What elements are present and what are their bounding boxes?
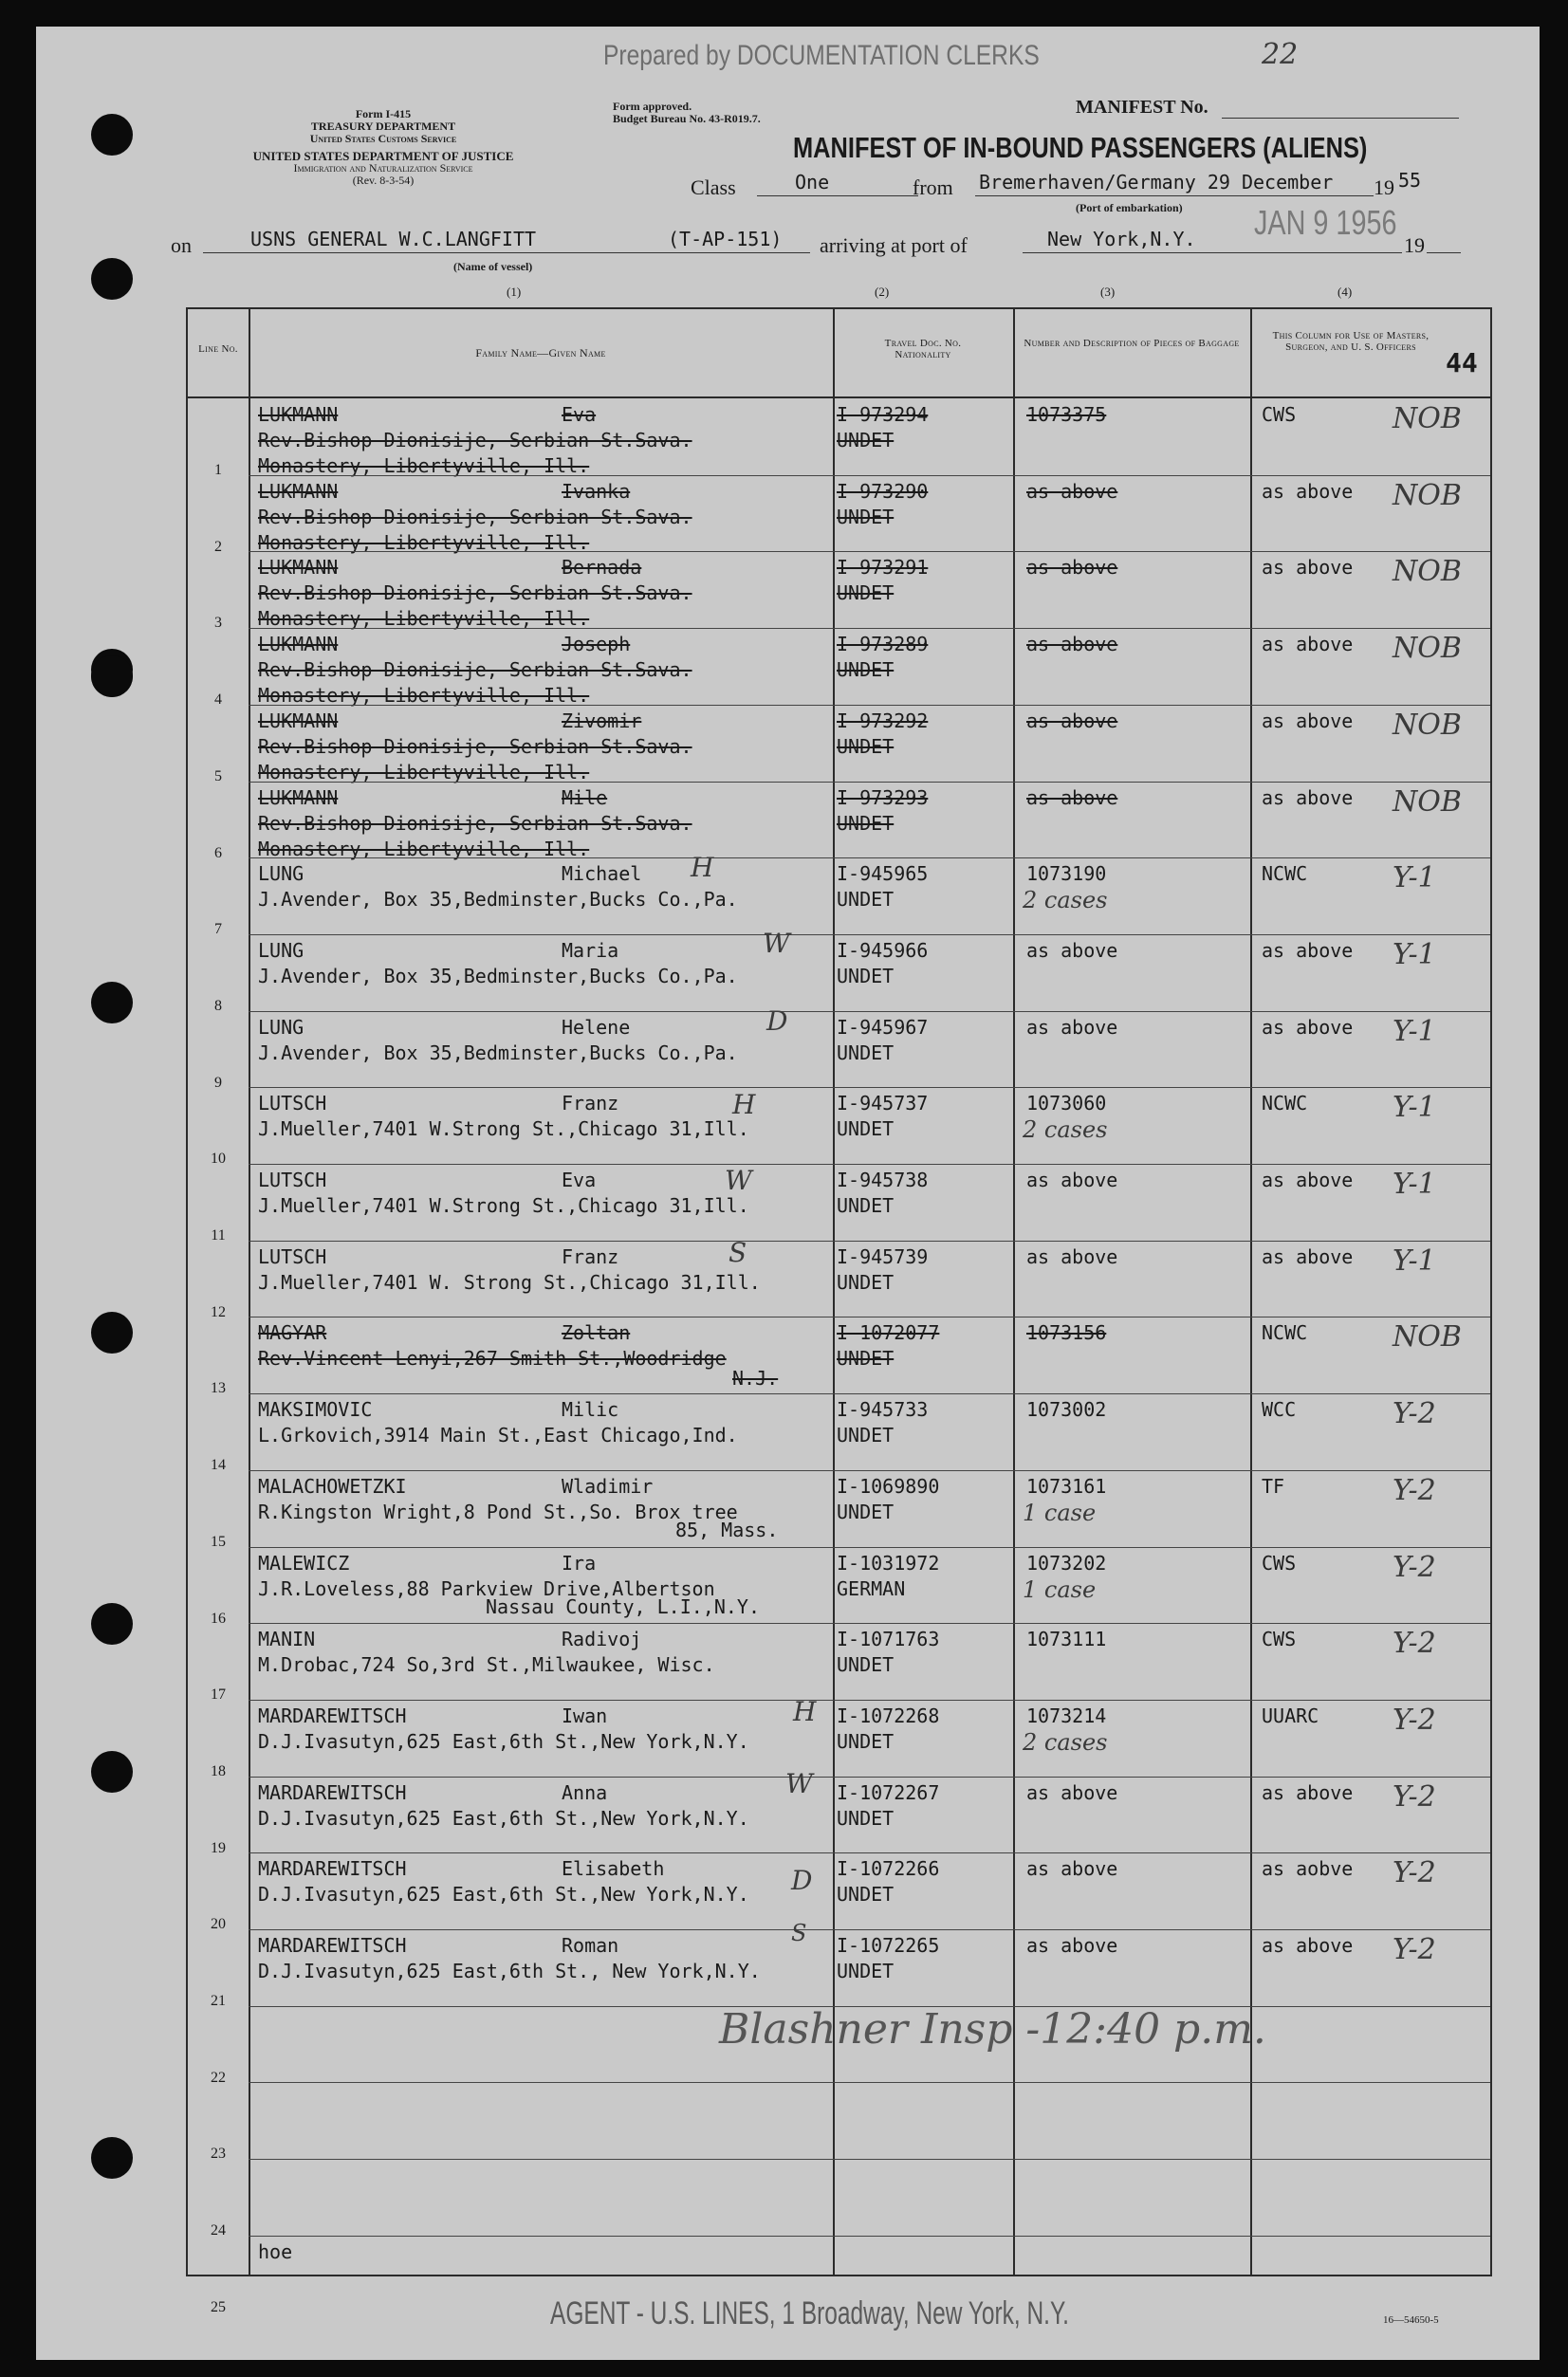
officer-code: as above: [1262, 633, 1354, 656]
line-number: 24: [211, 2222, 226, 2239]
sponsor-address-cont: Monastery, Libertyville, Ill.: [258, 607, 590, 631]
baggage-number: 1073060: [1026, 1092, 1107, 1115]
travel-doc-number: I-973292: [837, 709, 929, 732]
vessel-caption: (Name of vessel): [453, 260, 533, 273]
nationality: UNDET: [837, 1424, 895, 1447]
table-row: [188, 1011, 1490, 1091]
given-name: Zivomir: [562, 709, 642, 732]
margin-letter: H: [691, 852, 714, 883]
line-number: 8: [214, 997, 222, 1014]
punch-hole: [91, 114, 133, 156]
justice-dept: UNITED STATES DEPARTMENT OF JUSTICE: [252, 149, 514, 163]
year-prefix: 19: [1374, 175, 1394, 199]
table-row: [188, 1700, 1490, 1777]
margin-letter: D: [791, 1865, 813, 1896]
table-row: [188, 782, 1490, 861]
inspection-mark: Y-2: [1393, 1627, 1436, 1661]
arrival-line: [1023, 252, 1402, 253]
nationality: UNDET: [837, 888, 895, 912]
class-line: [757, 195, 918, 196]
given-name: Milic: [562, 1398, 619, 1422]
nationality: UNDET: [837, 1041, 895, 1064]
officer-code: UUARC: [1262, 1704, 1319, 1727]
travel-doc-number: I-1072267: [837, 1780, 940, 1804]
inspection-mark: Y-1: [1393, 861, 1436, 895]
form-code: 16—54650-5: [1383, 2314, 1439, 2326]
header-name: Family Name—Given Name: [475, 346, 606, 359]
given-name: Michael: [562, 862, 642, 886]
nationality: UNDET: [837, 658, 895, 682]
inspection-mark: Y-2: [1393, 1856, 1436, 1890]
form-revision: (Rev. 8-3-54): [352, 174, 415, 187]
travel-doc-number: I-1072265: [837, 1934, 940, 1957]
given-name: Helene: [562, 1015, 631, 1039]
baggage-number: as above: [1026, 479, 1118, 503]
manifest-page: [36, 27, 1540, 2360]
page-mark: 44: [1446, 347, 1478, 378]
sponsor-address: Rev.Bishop Dionisije, Serbian St.Sava.: [258, 581, 692, 605]
nationality: UNDET: [837, 1960, 895, 1982]
family-name: MAGYAR: [258, 1321, 327, 1345]
travel-doc-number: I-945733: [837, 1398, 929, 1422]
sponsor-address: Rev.Vincent Lenyi,267 Smith St.,Woodridge: [258, 1347, 727, 1371]
baggage-note: 2 cases: [1023, 887, 1108, 914]
family-name: MANIN: [258, 1628, 316, 1651]
family-name: LUKMANN: [258, 479, 339, 503]
baggage-number: 1073190: [1026, 862, 1107, 886]
baggage-number: as above: [1026, 709, 1118, 732]
given-name: Eva: [562, 403, 597, 426]
given-name: Radivoj: [562, 1628, 642, 1651]
inspection-mark: Y-1: [1393, 1244, 1436, 1278]
officer-code: as above: [1262, 938, 1354, 962]
embarkation-port: Bremerhaven/Germany 29 December: [979, 171, 1334, 193]
inspection-mark: Y-1: [1393, 1168, 1436, 1201]
line-number: 1: [214, 462, 222, 478]
baggage-number: 1073202: [1026, 1551, 1107, 1575]
inspection-mark: NOB: [1393, 555, 1462, 589]
inspection-mark: NOB: [1393, 478, 1462, 512]
family-name: LUKMANN: [258, 709, 339, 732]
line-number: 16: [211, 1610, 226, 1627]
sponsor-address-cont: Monastery, Libertyville, Ill.: [258, 837, 590, 860]
col-number-1: (1): [507, 285, 522, 299]
punch-hole: [91, 1312, 133, 1354]
punch-hole: [91, 2137, 133, 2179]
baggage-note: 2 cases: [1023, 1728, 1108, 1756]
table-row: [188, 1623, 1490, 1704]
nationality: UNDET: [837, 1117, 895, 1141]
family-name: MAKSIMOVIC: [258, 1398, 373, 1422]
officer-code: as above: [1262, 1934, 1354, 1957]
officer-code: as aobve: [1262, 1857, 1354, 1881]
margin-letter: W: [763, 928, 790, 959]
sponsor-address-cont: 85, Mass.: [675, 1518, 779, 1541]
baggage-number: 1073111: [1026, 1628, 1107, 1651]
line-number: 9: [214, 1074, 222, 1091]
inspection-mark: NOB: [1393, 784, 1462, 819]
given-name: Franz: [562, 1244, 619, 1268]
table-row: [188, 1393, 1490, 1474]
punch-hole: [91, 655, 133, 697]
header-officers: This Column for Use of Masters, Surgeon, and U. S. Officers: [1272, 330, 1430, 353]
line-number: 15: [211, 1533, 226, 1550]
sponsor-address: Rev.Bishop Dionisije, Serbian St.Sava.: [258, 429, 692, 451]
arrival-date-stamp: JAN 9 1956: [1254, 203, 1397, 242]
inspection-mark: NOB: [1393, 1320, 1462, 1354]
given-name: Zoltan: [562, 1321, 631, 1345]
given-name: Eva: [562, 1169, 597, 1191]
nationality: UNDET: [837, 1347, 895, 1371]
inspection-mark: NOB: [1393, 632, 1462, 666]
given-name: Mile: [562, 785, 608, 809]
header-doc: Travel Doc. No. Nationality: [884, 338, 962, 360]
sponsor-address-cont: Monastery, Libertyville, Ill.: [258, 530, 590, 554]
sponsor-address-cont: Nassau County, L.I.,N.Y.: [486, 1594, 760, 1618]
given-name: Maria: [562, 938, 619, 962]
inspection-mark: Y-2: [1393, 1703, 1436, 1737]
table-row: [188, 398, 1490, 478]
table-row: [188, 2159, 1490, 2239]
given-name: Wladimir: [562, 1474, 654, 1498]
sponsor-address: Rev.Bishop Dionisije, Serbian St.Sava.: [258, 734, 692, 758]
family-name: MALEWICZ: [258, 1551, 350, 1575]
travel-doc-number: I-1072266: [837, 1857, 940, 1881]
nationality: UNDET: [837, 811, 895, 835]
family-name: LUTSCH: [258, 1169, 327, 1191]
table-row: [188, 1164, 1490, 1244]
class-label: Class: [691, 175, 736, 199]
baggage-number: 1073161: [1026, 1474, 1107, 1498]
given-name: Ivanka: [562, 479, 631, 503]
officer-code: as above: [1262, 1244, 1354, 1268]
given-name: Joseph: [562, 633, 631, 656]
given-name: Franz: [562, 1092, 619, 1115]
family-name: MARDAREWITSCH: [258, 1704, 407, 1727]
travel-doc-number: I-973291: [837, 556, 929, 580]
nationality: UNDET: [837, 429, 895, 451]
baggage-number: as above: [1026, 1934, 1118, 1957]
family-name: MARDAREWITSCH: [258, 1857, 407, 1881]
officer-code: NCWC: [1262, 1321, 1308, 1345]
arriving-label: arriving at port of: [820, 233, 968, 257]
nationality: UNDET: [837, 1883, 895, 1907]
line-number: 21: [211, 1993, 226, 2009]
officer-code: WCC: [1262, 1398, 1297, 1422]
family-name: LUKMANN: [258, 633, 339, 656]
baggage-number: as above: [1026, 938, 1118, 962]
baggage-note: 2 cases: [1023, 1116, 1108, 1144]
baggage-number: 1073214: [1026, 1704, 1107, 1727]
travel-doc-number: I-973293: [837, 785, 929, 809]
line-number: 18: [211, 1762, 226, 1779]
sponsor-address: J.Mueller,7401 W.Strong St.,Chicago 31,Ill.: [258, 1117, 749, 1141]
baggage-number: as above: [1026, 1780, 1118, 1804]
inspection-mark: NOB: [1393, 402, 1462, 435]
line-number: 25: [211, 2298, 226, 2315]
baggage-note: 1 case: [1023, 1499, 1097, 1526]
line-number: 22: [211, 2069, 226, 2086]
line-number: 11: [211, 1227, 226, 1244]
travel-doc-number: I-1071763: [837, 1628, 940, 1651]
table-row: [188, 1777, 1490, 1856]
sponsor-address: J.R.Loveless,88 Parkview Drive,Albertson: [258, 1576, 715, 1600]
given-name: Roman: [562, 1934, 619, 1957]
manifest-title: MANIFEST OF IN-BOUND PASSENGERS (ALIENS): [793, 131, 1368, 164]
sponsor-address: R.Kingston Wright,8 Pond St.,So. Brox tree: [258, 1500, 738, 1523]
nationality: UNDET: [837, 1653, 895, 1677]
col-number-2: (2): [875, 285, 890, 299]
budget-bureau: Budget Bureau No. 43-R019.7.: [613, 112, 761, 125]
header-line-no: Line No.: [198, 343, 238, 355]
nationality: UNDET: [837, 1806, 895, 1830]
inspector-note: Blashner Insp -12:40 p.m.: [719, 2005, 1266, 2054]
given-name: Ira: [562, 1551, 597, 1575]
table-row: [188, 475, 1490, 555]
family-name: LUTSCH: [258, 1092, 327, 1115]
sponsor-address: J.Mueller,7401 W.Strong St.,Chicago 31,Ill.: [258, 1194, 749, 1217]
line-number: 12: [211, 1303, 226, 1320]
inspection-mark: Y-2: [1393, 1397, 1436, 1431]
sponsor-address: J.Avender, Box 35,Bedminster,Bucks Co.,Pa.: [258, 888, 738, 912]
sponsor-address: Rev.Bishop Dionisije, Serbian St.Sava.: [258, 505, 692, 528]
officer-code: as above: [1262, 479, 1354, 503]
line-number: 5: [214, 767, 222, 784]
baggage-number: as above: [1026, 556, 1118, 580]
table-row: [188, 1317, 1490, 1397]
officer-code: as above: [1262, 1169, 1354, 1191]
travel-doc-number: I-973290: [837, 479, 929, 503]
manifest-no-line: [1222, 118, 1459, 119]
col-number-4: (4): [1337, 285, 1353, 299]
inspection-mark: Y-2: [1393, 1473, 1436, 1507]
line-number: 2: [214, 538, 222, 555]
corner-number: 22: [1262, 38, 1299, 71]
travel-doc-number: I-945739: [837, 1244, 929, 1268]
officer-code: TF: [1262, 1474, 1285, 1498]
travel-doc-number: I-945967: [837, 1015, 929, 1039]
line-number: 14: [211, 1457, 226, 1474]
sponsor-address: J.Avender, Box 35,Bedminster,Bucks Co.,Pa.: [258, 1041, 738, 1064]
nationality: GERMAN: [837, 1576, 906, 1600]
nationality: UNDET: [837, 1194, 895, 1217]
port-caption: (Port of embarkation): [1076, 201, 1183, 214]
vessel-name: USNS GENERAL W.C.LANGFITT: [250, 228, 537, 250]
family-name: LUTSCH: [258, 1244, 327, 1268]
line-number: 17: [211, 1686, 226, 1704]
sponsor-address: M.Drobac,724 So,3rd St.,Milwaukee, Wisc.: [258, 1653, 715, 1677]
form-number: Form I-415: [355, 107, 412, 120]
travel-doc-number: I-973294: [837, 403, 929, 426]
officer-code: CWS: [1262, 1628, 1297, 1651]
baggage-number: 1073156: [1026, 1321, 1107, 1345]
baggage-number: as above: [1026, 1169, 1118, 1191]
margin-letter: W: [725, 1165, 752, 1196]
table-row: [188, 1852, 1490, 1933]
baggage-number: as above: [1026, 1857, 1118, 1881]
family-name: MALACHOWETZKI: [258, 1474, 407, 1498]
table-row: [188, 628, 1490, 709]
sponsor-address-cont: Monastery, Libertyville, Ill.: [258, 760, 590, 783]
header-baggage: Number and Description of Pieces of Baggage: [1024, 338, 1240, 349]
nationality: UNDET: [837, 581, 895, 605]
family-name: hoe: [258, 2239, 293, 2263]
sponsor-address-cont: Monastery, Libertyville, Ill.: [258, 684, 590, 708]
ins-service: Immigration and Naturalization Service: [293, 161, 473, 175]
table-row: [188, 857, 1490, 938]
nationality: UNDET: [837, 1270, 895, 1294]
given-name: Elisabeth: [562, 1857, 665, 1881]
manifest-no-label: MANIFEST No.: [1076, 97, 1208, 118]
table-row: [188, 1087, 1490, 1168]
form-approved: Form approved.: [613, 100, 692, 113]
line-number: 23: [211, 2146, 226, 2163]
family-name: LUNG: [258, 862, 304, 886]
table-row: [188, 1547, 1490, 1627]
family-name: LUNG: [258, 1015, 304, 1039]
margin-letter: D: [766, 1005, 788, 1037]
nationality: UNDET: [837, 734, 895, 758]
arrival-year-line: [1427, 252, 1461, 253]
sponsor-address: D.J.Ivasutyn,625 East,6th St.,New York,N.Y.: [258, 1806, 749, 1830]
travel-doc-number: I-1069890: [837, 1474, 940, 1498]
inspection-mark: Y-2: [1393, 1779, 1436, 1814]
officer-code: as above: [1262, 1015, 1354, 1039]
table-row: [188, 2082, 1490, 2163]
vessel-code: (T-AP-151): [668, 228, 783, 250]
sponsor-address: D.J.Ivasutyn,625 East,6th St.,New York,N.Y.: [258, 1729, 749, 1753]
baggage-number: as above: [1026, 1244, 1118, 1268]
sponsor-address: Rev.Bishop Dionisije, Serbian St.Sava.: [258, 811, 692, 835]
punch-hole: [91, 1751, 133, 1793]
margin-letter: S: [729, 1237, 747, 1268]
nationality: UNDET: [837, 1500, 895, 1523]
margin-letter: S: [791, 1920, 807, 1946]
officer-code: as above: [1262, 709, 1354, 732]
line-number: 19: [211, 1839, 226, 1856]
baggage-number: 1073375: [1026, 403, 1107, 426]
inspection-mark: Y-1: [1393, 1014, 1436, 1048]
baggage-number: as above: [1026, 1015, 1118, 1039]
inspection-mark: NOB: [1393, 708, 1462, 742]
sponsor-address-cont: Monastery, Libertyville, Ill.: [258, 454, 590, 477]
line-number: 7: [214, 921, 222, 938]
table-row: [188, 1929, 1490, 2009]
officer-code: as above: [1262, 785, 1354, 809]
line-number: 20: [211, 1916, 226, 1933]
from-line: [975, 195, 1374, 196]
table-row: [188, 1470, 1490, 1550]
baggage-number: 1073002: [1026, 1398, 1107, 1422]
officer-code: NCWC: [1262, 862, 1308, 886]
sponsor-address: D.J.Ivasutyn,625 East,6th St.,New York,N.Y.: [258, 1883, 749, 1907]
sponsor-address: J.Avender, Box 35,Bedminster,Bucks Co.,Pa.: [258, 964, 738, 987]
margin-letter: H: [732, 1089, 756, 1120]
footer-agent-stamp: AGENT - U.S. LINES, 1 Broadway, New York, N.Y.: [550, 2295, 1069, 2331]
arrival-year-prefix: 19: [1404, 233, 1425, 257]
family-name: LUKMANN: [258, 556, 339, 580]
inspection-mark: Y-2: [1393, 1550, 1436, 1584]
punch-hole: [91, 258, 133, 300]
family-name: LUKMANN: [258, 785, 339, 809]
nationality: UNDET: [837, 1729, 895, 1753]
sponsor-address: J.Mueller,7401 W. Strong St.,Chicago 31,Ill.: [258, 1270, 761, 1294]
travel-doc-number: I-1072077: [837, 1321, 940, 1345]
officer-code: as above: [1262, 556, 1354, 580]
prepared-stamp: Prepared by DOCUMENTATION CLERKS: [603, 40, 1040, 71]
table-row: [188, 1241, 1490, 1320]
inspection-mark: Y-1: [1393, 1091, 1436, 1125]
line-number: 6: [214, 844, 222, 861]
travel-doc-number: I-945737: [837, 1092, 929, 1115]
family-name: MARDAREWITSCH: [258, 1780, 407, 1804]
travel-doc-number: I-1072268: [837, 1704, 940, 1727]
travel-doc-number: I-973289: [837, 633, 929, 656]
from-label: from: [913, 175, 953, 199]
officer-code: CWS: [1262, 403, 1297, 426]
on-label: on: [171, 233, 192, 257]
col-number-3: (3): [1100, 285, 1116, 299]
class-value: One: [795, 171, 830, 193]
vessel-line: [203, 252, 810, 253]
sponsor-address: Rev.Bishop Dionisije, Serbian St.Sava.: [258, 658, 692, 682]
given-name: Bernada: [562, 556, 642, 580]
year-value: 55: [1398, 169, 1422, 192]
nationality: UNDET: [837, 964, 895, 987]
margin-letter: H: [793, 1696, 817, 1727]
treasury-dept: TREASURY DEPARTMENT: [310, 120, 456, 133]
given-name: Anna: [562, 1780, 608, 1804]
family-name: MARDAREWITSCH: [258, 1934, 407, 1957]
line-number: 3: [214, 615, 222, 632]
travel-doc-number: I-945965: [837, 862, 929, 886]
nationality: UNDET: [837, 505, 895, 528]
table-row: [188, 934, 1490, 1014]
sponsor-address: D.J.Ivasutyn,625 East,6th St., New York,N.Y.: [258, 1960, 761, 1982]
baggage-note: 1 case: [1023, 1575, 1097, 1603]
baggage-number: as above: [1026, 785, 1118, 809]
sponsor-address-cont: N.J.: [732, 1367, 779, 1391]
officer-code: CWS: [1262, 1551, 1297, 1575]
officer-code: as above: [1262, 1780, 1354, 1804]
given-name: Iwan: [562, 1704, 608, 1727]
arrival-port: New York,N.Y.: [1047, 228, 1196, 250]
line-number: 10: [211, 1151, 226, 1168]
baggage-number: as above: [1026, 633, 1118, 656]
family-name: LUNG: [258, 938, 304, 962]
line-number: 4: [214, 691, 222, 709]
officer-code: NCWC: [1262, 1092, 1308, 1115]
travel-doc-number: I-945966: [837, 938, 929, 962]
inspection-mark: Y-1: [1393, 937, 1436, 971]
margin-letter: W: [785, 1768, 813, 1799]
family-name: LUKMANN: [258, 403, 339, 426]
inspection-mark: Y-2: [1393, 1933, 1436, 1966]
travel-doc-number: I-1031972: [837, 1551, 940, 1575]
travel-doc-number: I-945738: [837, 1169, 929, 1191]
line-number: 13: [211, 1380, 226, 1397]
table-row: [188, 705, 1490, 782]
sponsor-address: L.Grkovich,3914 Main St.,East Chicago,Ind.: [258, 1424, 738, 1447]
customs-service: United States Customs Service: [309, 132, 457, 145]
punch-hole: [91, 982, 133, 1023]
table-row: [188, 551, 1490, 632]
punch-hole: [91, 1603, 133, 1645]
